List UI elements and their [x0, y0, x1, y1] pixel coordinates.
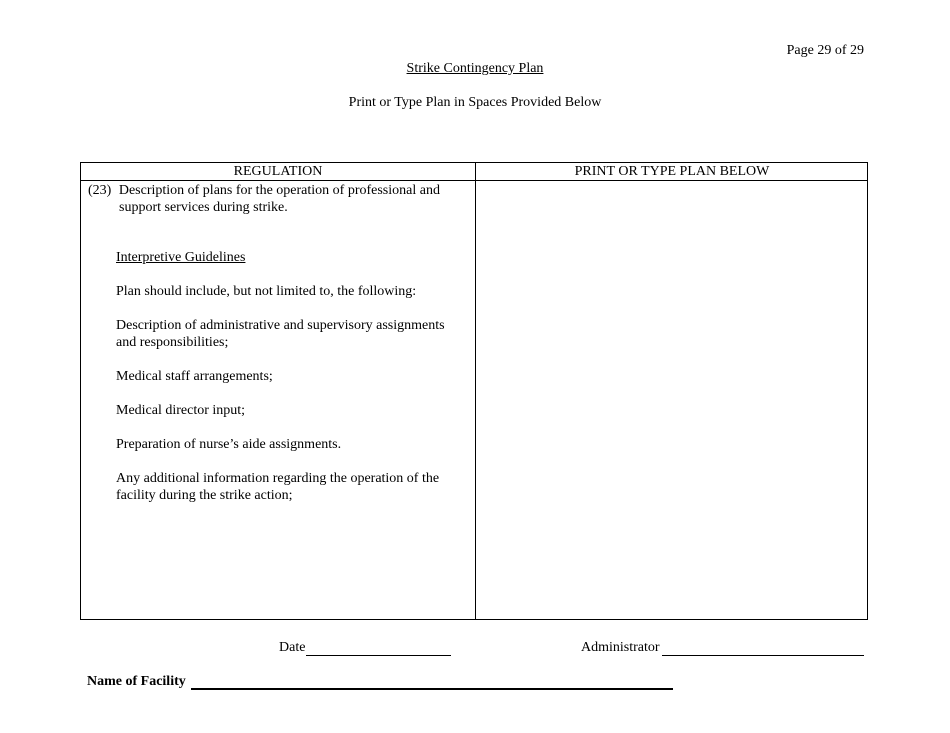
guideline-item-5-line-1: Any additional information regarding the operation of the	[116, 471, 440, 486]
regulation-line-1	[88, 182, 468, 199]
date-field[interactable]	[306, 655, 451, 656]
facility-name-label: Name of Facility	[87, 674, 186, 689]
plan-column-header: PRINT OR TYPE PLAN BELOW	[574, 164, 770, 179]
document-subtitle: Print or Type Plan in Spaces Provided Below	[348, 95, 602, 110]
facility-name-field[interactable]	[191, 688, 673, 690]
regulation-column-header: REGULATION	[233, 164, 323, 179]
guidelines-heading: Interpretive Guidelines	[116, 250, 246, 265]
guidelines-intro: Plan should include, but not limited to, the following:	[116, 284, 417, 299]
regulation-number: (23)	[88, 183, 112, 198]
administrator-field[interactable]	[662, 655, 864, 656]
page-number: Page 29 of 29	[786, 43, 864, 58]
plan-table	[80, 162, 868, 620]
guideline-item-1-line-2: and responsibilities;	[116, 335, 229, 350]
column-divider	[475, 163, 476, 619]
guideline-item-5-line-2: facility during the strike action;	[116, 488, 293, 503]
guideline-item-1-line-1: Description of administrative and supervisory assignments	[116, 318, 445, 333]
header-divider	[81, 180, 867, 181]
guideline-item-2: Medical staff arrangements;	[116, 369, 273, 384]
administrator-label: Administrator	[581, 640, 660, 655]
guideline-item-3: Medical director input;	[116, 403, 246, 418]
date-label: Date	[279, 640, 306, 655]
document-title: Strike Contingency Plan	[406, 61, 544, 76]
guideline-item-4: Preparation of nurse’s aide assignments.	[116, 437, 342, 452]
regulation-description-2: support services during strike.	[119, 200, 288, 215]
plan-entry-area[interactable]	[477, 182, 867, 618]
regulation-description-1: Description of plans for the operation of professional and	[118, 183, 440, 198]
